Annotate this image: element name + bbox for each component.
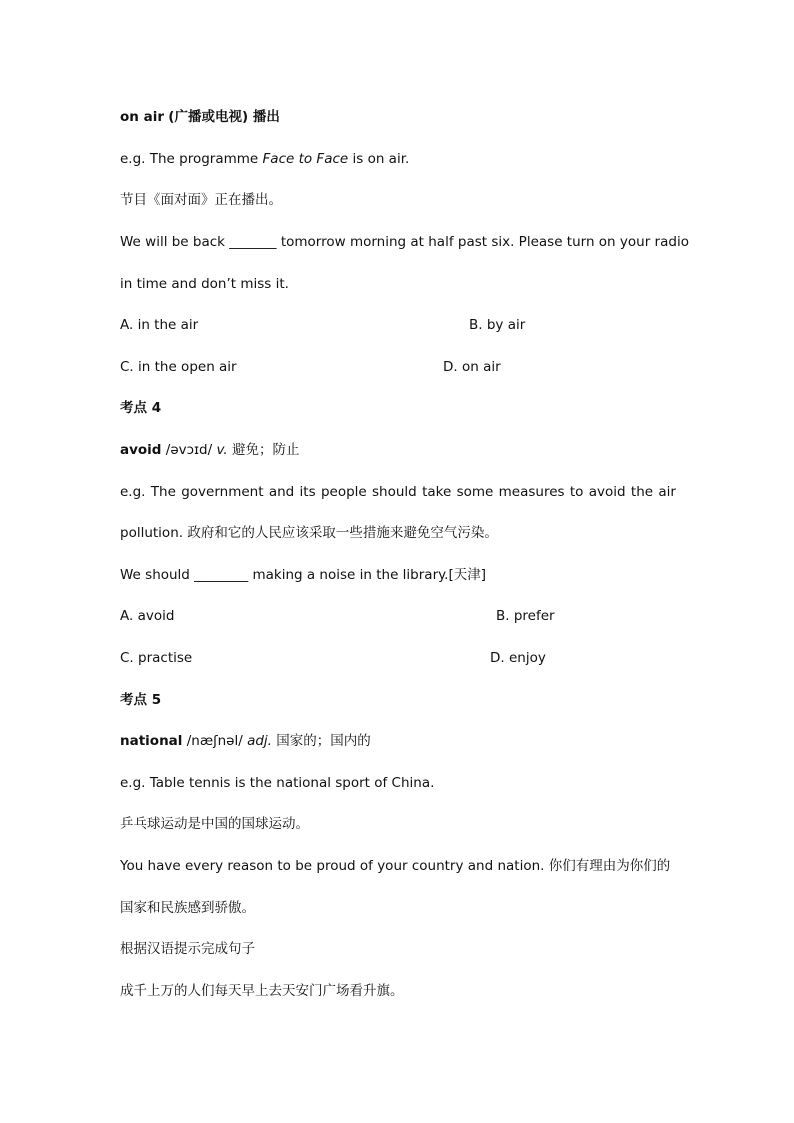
term-word: national bbox=[120, 733, 183, 749]
word: to bbox=[569, 484, 584, 500]
example-sentence bbox=[120, 150, 409, 168]
option-a: A. avoid bbox=[120, 608, 175, 624]
section-heading-5: 考点 5 bbox=[120, 692, 162, 708]
exercise-heading: 根据汉语提示完成句子 bbox=[120, 941, 255, 957]
sentence-line2: 国家和民族感到骄傲。 bbox=[120, 900, 255, 916]
example-prefix: e.g. The programme bbox=[120, 151, 263, 167]
term-meaning: 避免；防止 bbox=[227, 442, 300, 458]
word: and bbox=[268, 484, 295, 500]
example-suffix: is on air. bbox=[348, 151, 410, 167]
example-sentence-line2: pollution. 政府和它的人民应该采取一些措施来避免空气污染。 bbox=[120, 525, 498, 541]
example-sentence: e.g. Table tennis is the national sport of China. bbox=[120, 775, 435, 791]
term-heading-on-air bbox=[120, 108, 280, 126]
option-b: B. by air bbox=[469, 317, 526, 333]
option-c: C. in the open air bbox=[120, 359, 237, 375]
term-word: avoid bbox=[120, 442, 162, 458]
option-c: C. practise bbox=[120, 650, 193, 666]
word: e.g. bbox=[120, 484, 146, 500]
term-phonetic: /əvɔɪd/ bbox=[161, 442, 217, 458]
term-phonetic: /næʃnəl/ bbox=[182, 733, 248, 749]
question-text: We should ________ making a noise in the library.[天津] bbox=[120, 567, 487, 583]
word: government bbox=[181, 484, 264, 500]
term-heading-national bbox=[120, 732, 371, 750]
section-heading-4: 考点 4 bbox=[120, 400, 162, 416]
word: people bbox=[320, 484, 367, 500]
option-d: D. enjoy bbox=[490, 650, 546, 666]
word: the bbox=[630, 484, 654, 500]
word: should bbox=[372, 484, 417, 500]
word: avoid bbox=[588, 484, 626, 500]
example-translation: 节目《面对面》正在播出。 bbox=[120, 192, 282, 208]
word: some bbox=[456, 484, 494, 500]
word: air bbox=[658, 484, 676, 500]
exercise-sentence: 成千上万的人们每天早上去天安门广场看升旗。 bbox=[120, 983, 404, 999]
sentence-line1: You have every reason to be proud of your country and nation. 你们有理由为你们的 bbox=[120, 858, 671, 874]
word: The bbox=[150, 484, 176, 500]
example-sentence-line1 bbox=[120, 483, 676, 501]
term-meaning: 国家的；国内的 bbox=[271, 733, 371, 749]
option-a: A. in the air bbox=[120, 317, 199, 333]
term-meaning: (广播或电视) 播出 bbox=[168, 109, 280, 125]
option-b: B. prefer bbox=[496, 608, 555, 624]
word: take bbox=[422, 484, 452, 500]
option-d: D. on air bbox=[443, 359, 501, 375]
programme-title: Face to Face bbox=[262, 151, 349, 167]
term-heading-avoid bbox=[120, 441, 299, 459]
word: its bbox=[299, 484, 316, 500]
document-page bbox=[120, 0, 689, 1123]
word: measures bbox=[498, 484, 565, 500]
term-part-of-speech: adj. bbox=[247, 733, 272, 749]
question-text-continued: in time and don’t miss it. bbox=[120, 276, 289, 292]
term-word: on air bbox=[120, 109, 164, 125]
term-part-of-speech: v. bbox=[216, 442, 228, 458]
question-text: We will be back _______ tomorrow morning at half past six. Please turn on your radio bbox=[120, 234, 689, 250]
example-translation: 乒乓球运动是中国的国球运动。 bbox=[120, 816, 309, 832]
